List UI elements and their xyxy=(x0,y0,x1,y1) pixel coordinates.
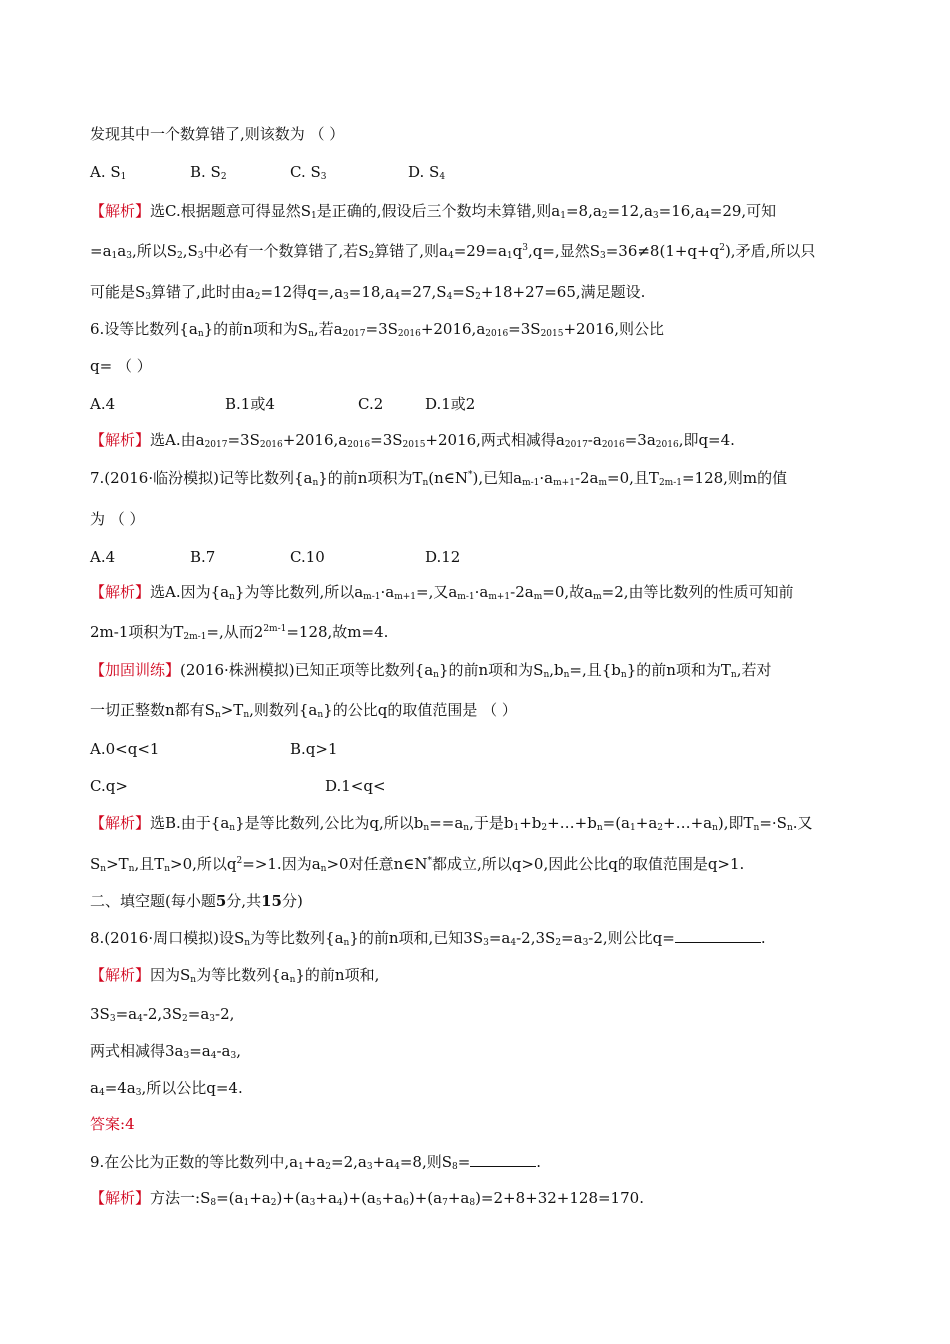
reinforce-analysis-line1: 【解析】选B.由于$\{a_n\}$是等比数列,公比为q,所以$b_n==a_n$,于是$b_1+b_2+\dots+b_n=(a_1+a_2+\dots+a_n)$,即$T_n=\cdot S_n$.又 xyxy=(90,814,813,833)
q9-answer-blank[interactable] xyxy=(470,1152,536,1167)
q5-option-c[interactable]: C. $S_3$ xyxy=(290,163,327,182)
q7-stem-line1: 7.(2016·临汾模拟)记等比数列$\{a_n\}$的前n项积为$T_n(n\in N^*)$,已知$a_{m-1}\cdot a_{m+1}-2a_m=0$,且$T_{2m-1}=128$,则m的值 xyxy=(90,469,788,488)
a6-line1: 【解析】选A.由$a_{2017}=3S_{2016}+2016,a_{2016}=3S_{2015}+2016$,两式相减得$a_{2017}-a_{2016}=3a_{2016}$,即q=4. xyxy=(90,431,735,450)
a7-line2: 2m-1项积为$T_{2m-1}=$,从而$2^{2m-1}=128$,故m=4. xyxy=(90,623,389,642)
a8-line4: $a_4=4a_3$,所以公比q=4. xyxy=(90,1079,243,1098)
reinforce-label: 【加固训练】 xyxy=(90,661,181,679)
q5-option-a[interactable]: A. $S_1$ xyxy=(90,163,127,182)
q7-stem-line2: 为 （ ） xyxy=(90,510,145,528)
analysis-label: 【解析】 xyxy=(90,814,151,832)
a5-line1: 【解析】选C.根据题意可得显然$S_1$是正确的,假设后三个数均未算错,则$a_1=8,a_2=12,a_3=16,a_4=29$,可知 xyxy=(90,202,777,221)
q9-stem: 9.在公比为正数的等比数列中$,a_1+a_2=2,a_3+a_4=8$,则$S_8=$ . xyxy=(90,1153,542,1172)
a5-line3: 可能是$S_3$算错了,此时由$a_2=12$得$q=,a_3=18,a_4=27,S_4=S_2+18+27=65$,满足题设. xyxy=(90,283,646,302)
q5-options xyxy=(90,162,590,182)
q6-stem-line1: 6.设等比数列$\{a_n\}$的前n项和为$S_n$,若$a_{2017}=3S_{2016}+2016,a_{2016}=3S_{2015}+2016$,则公比 xyxy=(90,320,664,339)
analysis-label: 【解析】 xyxy=(90,966,151,984)
reinforce-option-d[interactable]: D.1<q< xyxy=(325,777,386,795)
q7-option-d[interactable]: D.12 xyxy=(425,548,461,566)
q7-option-b[interactable]: B.7 xyxy=(190,548,216,566)
a5-line2: $=a_1a_3$,所以$S_2,S_3$中必有一个数算错了,若$S_2$算错了,则$a_4=29=a_1q^3,q=$,显然$S_3=36\ne 8(1+q+q^2)$,矛盾,所以只 xyxy=(90,242,816,261)
q6-option-c[interactable]: C.2 xyxy=(358,395,384,413)
q7-options xyxy=(90,547,590,567)
q8-answer-blank[interactable] xyxy=(675,928,761,943)
analysis-label: 【解析】 xyxy=(90,202,151,220)
reinforce-options-row2 xyxy=(90,776,590,796)
q5-tail: 发现其中一个数算错了,则该数为 （ ） xyxy=(90,125,345,143)
q6-option-d[interactable]: D.1或2 xyxy=(425,395,476,413)
q6-option-b[interactable]: B.1或4 xyxy=(225,395,275,413)
a9-line1: 【解析】方法一$:S_8=(a_1+a_2)+(a_3+a_4)+(a_5+a_6)+(a_7+a_8)=2+8+32+128=170$. xyxy=(90,1189,644,1208)
q6-stem-line2: q= （ ） xyxy=(90,357,152,375)
reinforce-option-a[interactable]: A.0<q<1 xyxy=(90,740,160,758)
q6-options xyxy=(90,394,590,414)
reinforce-stem-line1: 【加固训练】(2016·株洲模拟)已知正项等比数列$\{a_n\}$的前n项和为$S_n,b_n=$,且$\{b_n\}$的前n项和为$T_n$,若对 xyxy=(90,661,772,680)
analysis-label: 【解析】 xyxy=(90,583,151,601)
reinforce-option-c[interactable]: C.q> xyxy=(90,777,128,795)
a8-line2: $3S_3=a_4-2,3S_2=a_3-2$, xyxy=(90,1005,235,1024)
q8-answer: 答案:4 xyxy=(90,1115,135,1133)
analysis-label: 【解析】 xyxy=(90,431,151,449)
a8-line3: 两式相减得$3a_3=a_4-a_3$, xyxy=(90,1042,242,1061)
q6-option-a[interactable]: A.4 xyxy=(90,395,116,413)
q5-option-b[interactable]: B. $S_2$ xyxy=(190,163,227,182)
analysis-label: 【解析】 xyxy=(90,1189,151,1207)
section-title: 二、填空题(每小题5分,共15分) xyxy=(90,892,303,910)
reinforce-analysis-line2: $S_n>T_n$,且$T_n>0$,所以$q^2=>1$.因为$a_n>0$对任意n∈N*都成立,所以q>0,因此公比q的取值范围是q>1. xyxy=(90,855,745,874)
a7-line1: 【解析】选A.因为$\{a_n\}$为等比数列,所以$a_{m-1}\cdot a_{m+1}=$,又$a_{m-1}\cdot a_{m+1}-2a_m=0$,故$a_m=2$,由等比数列的性质可知前 xyxy=(90,583,794,602)
q5-option-d[interactable]: D. $S_4$ xyxy=(408,163,446,182)
q8-stem: 8.(2016·周口模拟)设$S_n$为等比数列$\{a_n\}$的前n项和,已知$3S_3=a_4-2,3S_2=a_3-2$,则公比q= . xyxy=(90,929,766,948)
reinforce-options-row1 xyxy=(90,739,590,759)
reinforce-option-b[interactable]: B.q>1 xyxy=(290,740,338,758)
reinforce-stem-line2: 一切正整数n都有$S_n>T_n$,则数列$\{a_n\}$的公比q的取值范围是 （ ） xyxy=(90,701,517,720)
q7-option-c[interactable]: C.10 xyxy=(290,548,325,566)
q7-option-a[interactable]: A.4 xyxy=(90,548,116,566)
a8-line1: 【解析】因为$S_n$为等比数列$\{a_n\}$的前n项和, xyxy=(90,966,380,985)
